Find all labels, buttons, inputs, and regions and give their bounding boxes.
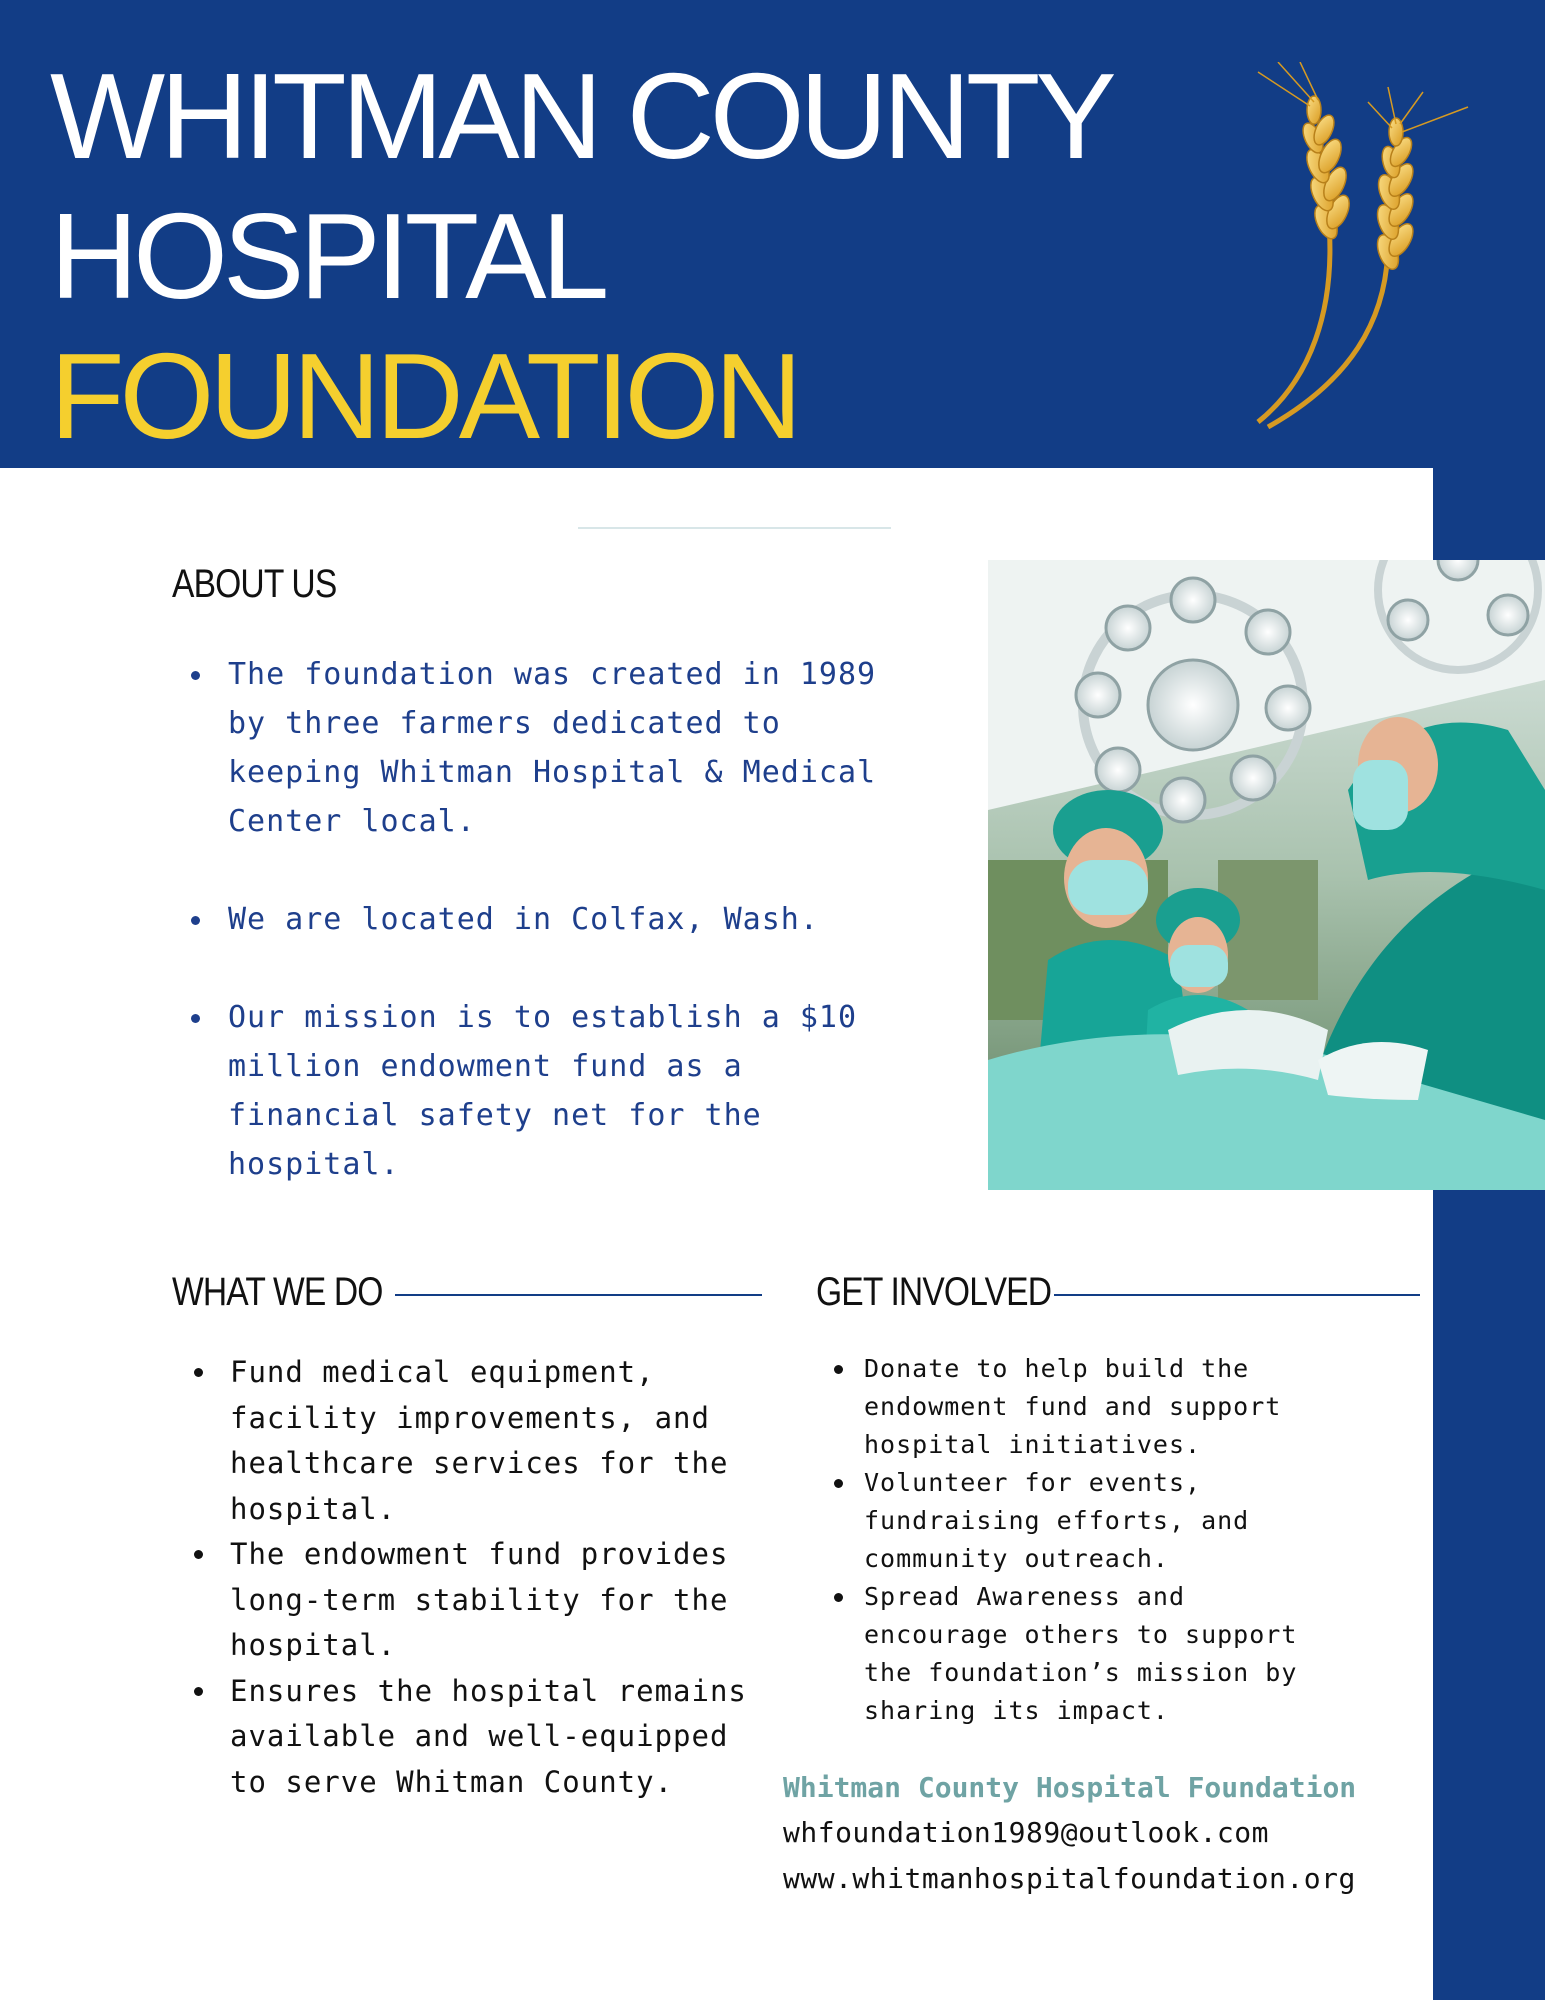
list-item: The foundation was created in 1989 by three farmers dedicated to keeping Whitman Hospital & Medical Center local. [228, 650, 908, 846]
bullet [834, 1479, 843, 1488]
bullet [191, 1014, 200, 1023]
title-line-1: WHITMAN COUNTY [50, 48, 1112, 184]
get-involved-list [864, 1350, 1334, 1730]
contact-block [783, 1766, 1356, 1902]
title-line-2: HOSPITAL [50, 188, 605, 324]
about-heading: ABOUT US [172, 562, 337, 606]
list-item: The endowment fund provides long-term stability for the hospital. [230, 1532, 770, 1669]
top-divider [578, 527, 891, 529]
contact-website-link[interactable]: www.whitmanhospitalfoundation.org [783, 1862, 1356, 1895]
list-item: Donate to help build the endowment fund and support hospital initiatives. [864, 1350, 1334, 1464]
list-item: Ensures the hospital remains available and well-equipped to serve Whitman County. [230, 1669, 770, 1806]
list-item: Our mission is to establish a $10 million endowment fund as a financial safety net for the hospital. [228, 993, 908, 1189]
bullet [194, 1368, 203, 1377]
contact-email-link[interactable]: whfoundation1989@outlook.com [783, 1816, 1270, 1849]
what-we-do-list [230, 1350, 770, 1805]
list-item: Volunteer for events, fundraising efforts, and community outreach. [864, 1464, 1334, 1578]
get-involved-rule [1054, 1294, 1420, 1296]
page-title [50, 46, 1112, 466]
bullet [191, 671, 200, 680]
title-line-3: FOUNDATION [50, 328, 798, 464]
bullet [834, 1593, 843, 1602]
bullet [194, 1550, 203, 1559]
contact-name: Whitman County Hospital Foundation [783, 1771, 1357, 1804]
surgery-photo [988, 560, 1545, 1190]
wheat-icon [1238, 62, 1478, 432]
list-item: Spread Awareness and encourage others to support the foundation’s mission by sharing its impact. [864, 1578, 1334, 1730]
bullet [194, 1687, 203, 1696]
what-we-do-heading: WHAT WE DO [172, 1270, 383, 1314]
bullet [191, 916, 200, 925]
list-item: We are located in Colfax, Wash. [228, 895, 908, 944]
what-we-do-rule [395, 1294, 762, 1296]
bullet [834, 1365, 843, 1374]
about-list [228, 650, 908, 1238]
list-item: Fund medical equipment, facility improvements, and healthcare services for the hospital. [230, 1350, 770, 1532]
get-involved-heading: GET INVOLVED [816, 1270, 1052, 1314]
